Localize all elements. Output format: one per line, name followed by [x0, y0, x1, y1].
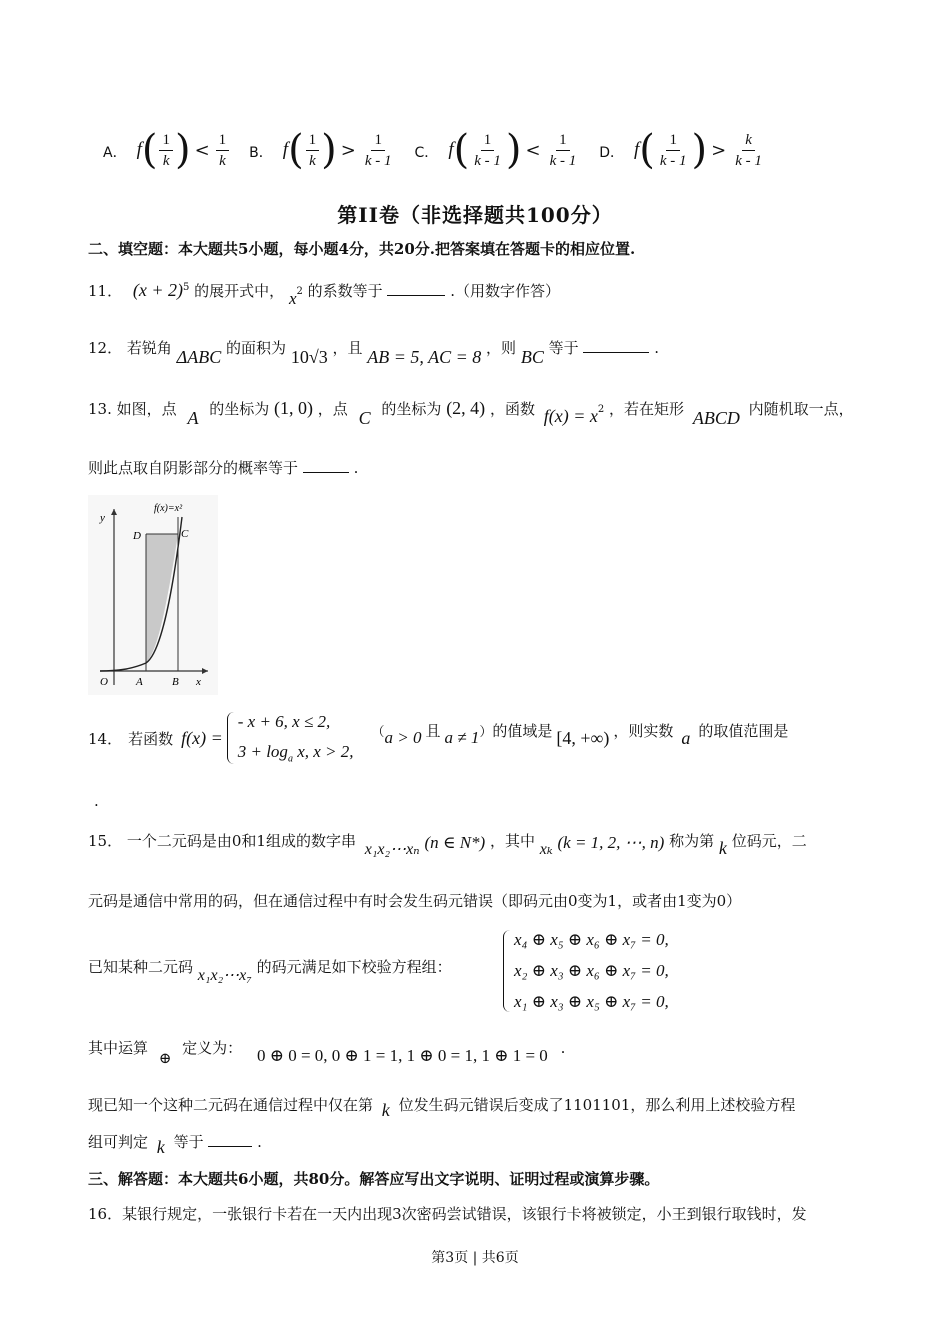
q12-sides: AB = 5, AC = 8 — [367, 347, 482, 367]
option-d-arg: $\frac{1}{k - 1}$ — [659, 131, 687, 169]
q15-text-3: 称为第 — [669, 832, 715, 850]
figure-y-label: y — [100, 512, 105, 524]
option-d-rhs: $\frac{k}{k - 1}$ — [735, 131, 762, 169]
q12-number: 12． — [88, 339, 123, 357]
q13-line-2-text: 则此点取自阴影部分的概率等于 — [88, 459, 299, 477]
q11-number: 11． — [88, 282, 123, 300]
q13-coord-c: (2, 4) — [446, 398, 486, 418]
q15-line-5-text-b: 位发生码元错误后变成了1101101，那么利用上述校验方程 — [398, 1096, 796, 1114]
q14-case-1: - x + 6, x ≤ 2, — [237, 712, 331, 731]
q14-text-2: 的值域是 — [492, 721, 553, 740]
option-b-rhs: $\frac{1}{k - 1}$ — [364, 131, 392, 169]
q13-text-4: 的坐标为 — [381, 400, 442, 418]
q15-definition: 0 ⊕ 0 = 0, 0 ⊕ 1 = 1, 1 ⊕ 0 = 1, 1 ⊕ 1 = 0 — [256, 1046, 548, 1065]
figure-x-label: x — [196, 676, 201, 688]
q14-cond-2: a ≠ 1 — [444, 728, 480, 747]
q15-sequence: x₁x₂⋯xₙ — [364, 841, 420, 858]
q14-text-3: ，则实数 — [613, 721, 674, 740]
option-d: D． f ( $\frac{1}{k - 1}$ ) > $\frac{k}{k - 1}$ — [599, 130, 767, 171]
q11-text-3: .（用数字作答） — [450, 282, 561, 300]
q12-text-5: 等于 — [548, 339, 579, 357]
option-b-relation: > — [340, 139, 356, 161]
q15-oplus: ⊕ — [158, 1051, 172, 1067]
q15-line-5-k: k — [381, 1100, 390, 1120]
q14-cond-1: a > 0 — [384, 728, 422, 747]
q15-line-6-text-b: 等于 — [173, 1133, 204, 1151]
q12-text-2: 的面积为 — [226, 339, 287, 357]
q15-text-4: 位码元，二 — [731, 832, 807, 850]
q15-line-5-text-a: 现已知一个这种二元码在通信过程中仅在第 — [88, 1096, 374, 1114]
q15-equation-1: x₄ ⊕ x₅ ⊕ x₆ ⊕ x₇ = 0, — [514, 930, 669, 949]
q14-text-1: 若函数 — [128, 729, 174, 748]
figure-c-label: C — [181, 528, 189, 540]
q15-line-6 — [88, 1131, 262, 1157]
q12-text-3: ，且 — [332, 339, 363, 357]
q11-x: x — [288, 289, 297, 308]
q13-function-exponent: 2 — [597, 404, 605, 415]
answer-options — [103, 120, 785, 180]
option-c-label: C． — [414, 144, 439, 161]
q12-text-1: 若锐角 — [126, 339, 172, 357]
q13-text-5: ，函数 — [489, 400, 535, 418]
q14-cond-close: ） — [479, 724, 493, 740]
figure-origin-label: O — [100, 676, 108, 688]
q14-cond-and: 且 — [425, 721, 441, 740]
q14-line-2: . — [94, 792, 99, 810]
q15-line-6-text-c: . — [257, 1133, 262, 1151]
question-16: 16．某银行规定，一张银行卡若在一天内出现3次密码尝试错误，该银行卡将被锁定，小王到银行取钱时，发 — [88, 1205, 807, 1223]
q15-text-2: ，其中 — [489, 832, 535, 850]
q15-equation-2: x₂ ⊕ x₃ ⊕ x₆ ⊕ x₇ = 0, — [514, 961, 669, 980]
q15-number: 15． — [88, 832, 123, 850]
q15-k: k — [718, 838, 727, 858]
option-c: C． f ( $\frac{1}{k - 1}$ ) < $\frac{1}{k - 1}$ — [415, 130, 582, 171]
option-a-rhs: $\frac{1}{k}$ — [216, 130, 230, 171]
option-b: B． f ( $\frac{1}{k}$ ) > $\frac{1}{k - 1}$ — [249, 130, 396, 171]
question-11 — [88, 280, 561, 308]
q12-area: 10√3 — [290, 347, 328, 367]
figure-a-label: A — [136, 676, 143, 688]
q13-text-6: ，若在矩形 — [609, 400, 685, 418]
q11-answer-blank[interactable] — [387, 281, 445, 296]
question-15 — [88, 830, 807, 858]
q13-end: . — [353, 459, 359, 477]
q15-text-1: 一个二元码是由0和1组成的数字串 — [126, 832, 356, 850]
q15-xk: xₖ — [539, 841, 553, 858]
figure-function-label: f(x)=x² — [154, 503, 183, 514]
q15-line-6-text-a: 组可判定 — [88, 1133, 149, 1151]
q15-k-condition: (k = 1, 2, ⋯, n) — [557, 833, 665, 852]
q12-text-6: . — [654, 339, 659, 357]
q14-range: [4, +∞) — [556, 727, 610, 748]
q15-definition-end: . — [560, 1039, 566, 1057]
option-b-arg: $\frac{1}{k}$ — [306, 130, 320, 171]
q15-equation-system — [503, 930, 669, 1012]
option-c-relation: < — [525, 139, 541, 161]
q13-number: 13. — [88, 400, 112, 418]
q15-answer-blank[interactable] — [208, 1132, 252, 1147]
page-footer: 第3页 | 共6页 — [431, 1250, 519, 1266]
q13-figure — [88, 495, 218, 695]
q13-line-2 — [88, 457, 358, 478]
option-b-label: B． — [249, 144, 273, 161]
q12-answer-blank[interactable] — [583, 338, 649, 353]
q13-point-c: C — [358, 408, 371, 428]
section-2-heading: 二、填空题：本大题共5小题，每小题4分，共20分.把答案填在答题卡的相应位置. — [88, 240, 636, 258]
option-d-label: D． — [599, 144, 624, 161]
q15-n-condition: (n ∈ N*) — [424, 833, 486, 852]
q14-text-4: 的取值范围是 — [698, 721, 789, 740]
q14-piecewise — [227, 712, 354, 764]
q15-equation-3: x₁ ⊕ x₃ ⊕ x₅ ⊕ x₇ = 0, — [514, 992, 669, 1011]
figure-d-label: D — [133, 530, 141, 542]
option-a-label: A． — [103, 144, 127, 161]
q14-number: 14． — [88, 729, 123, 748]
option-d-f: f — [634, 139, 640, 160]
q14-function: f(x) = — [181, 727, 223, 748]
q13-point-a: A — [187, 408, 199, 428]
question-12 — [88, 337, 659, 367]
q13-text-3: ，点 — [317, 400, 348, 418]
option-a-f: f — [136, 139, 142, 160]
q12-text-4: ，则 — [486, 339, 517, 357]
q12-triangle: ΔABC — [176, 347, 222, 367]
q15-line-3-text-b: 的码元满足如下校验方程组： — [256, 958, 452, 976]
q15-line-6-k: k — [156, 1137, 165, 1157]
option-d-relation: > — [711, 139, 727, 161]
q11-text-2: 的系数等于 — [307, 282, 383, 300]
option-c-f: f — [448, 139, 454, 160]
question-14 — [88, 712, 788, 764]
q14-a: a — [681, 727, 691, 748]
q14-case-2: $3 + \log_a x$, x > 2, — [237, 741, 354, 764]
section-2-title: 第II卷（非选择题共100分） — [337, 203, 613, 227]
q15-line-5 — [88, 1094, 796, 1120]
q11-exponent: 5 — [183, 282, 190, 293]
q13-text-2: 的坐标为 — [209, 400, 270, 418]
q13-coord-a: (1, 0) — [274, 398, 314, 418]
q11-x-exponent: 2 — [296, 286, 303, 297]
q12-bc: BC — [520, 347, 544, 367]
q11-text-1: 的展开式中， — [194, 282, 285, 300]
option-c-rhs: $\frac{1}{k - 1}$ — [549, 131, 577, 169]
q13-text-1: 如图，点 — [116, 400, 177, 418]
section-3-heading: 三、解答题：本大题共6小题，共80分。解答应写出文字说明、证明过程或演算步骤。 — [88, 1170, 660, 1188]
q15-line-2: 元码是通信中常用的码，但在通信过程中有时会发生码元错误（即码元由0变为1，或者由1变为0） — [88, 892, 742, 910]
question-13 — [88, 398, 854, 428]
q15-line-4-text-a: 其中运算 — [88, 1039, 149, 1057]
q13-rectangle: ABCD — [692, 408, 740, 428]
option-a: A． f ( $\frac{1}{k}$ ) < $\frac{1}{k}$ — [103, 130, 231, 171]
q13-text-7: 内随机取一点， — [748, 400, 854, 418]
option-b-f: f — [282, 139, 289, 160]
figure-b-label: B — [172, 676, 179, 688]
q15-line-3 — [88, 956, 452, 984]
q15-line-4-text-b: 定义为： — [182, 1039, 243, 1057]
option-a-arg: $\frac{1}{k}$ — [159, 130, 173, 171]
q15-line-3-text-a: 已知某种二元码 — [88, 958, 194, 976]
q13-answer-blank[interactable] — [303, 458, 349, 473]
q15-line-4 — [88, 1037, 566, 1067]
option-a-relation: < — [194, 139, 210, 161]
option-c-arg: $\frac{1}{k - 1}$ — [474, 131, 501, 169]
q14-cond-open: （ — [371, 724, 385, 740]
q11-expression: (x + 2) — [132, 280, 183, 300]
q13-function: f(x) = x — [543, 406, 598, 426]
q15-sequence-7: x₁x₂⋯x₇ — [197, 967, 252, 984]
